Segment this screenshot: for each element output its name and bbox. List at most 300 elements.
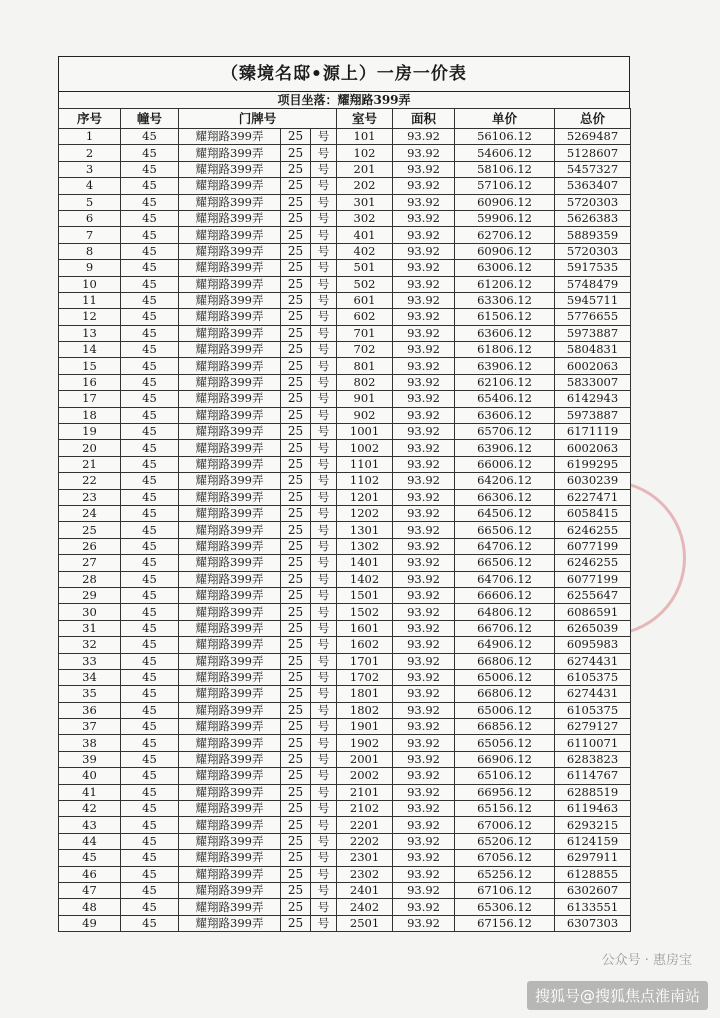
table-row — [59, 325, 631, 341]
cell-total-price: 5748479 — [555, 276, 631, 292]
cell-area: 93.92 — [393, 178, 455, 194]
cell-hao: 号 — [311, 374, 337, 390]
cell-unit-price: 63906.12 — [455, 358, 555, 374]
cell-hao: 号 — [311, 882, 337, 898]
cell-building: 45 — [121, 637, 179, 653]
cell-room: 1701 — [337, 653, 393, 669]
cell-room: 901 — [337, 391, 393, 407]
cell-hao: 号 — [311, 801, 337, 817]
cell-building: 45 — [121, 555, 179, 571]
cell-seq: 14 — [59, 342, 121, 358]
cell-door-no: 25 — [281, 276, 311, 292]
cell-unit-price: 57106.12 — [455, 178, 555, 194]
cell-unit-price: 61506.12 — [455, 309, 555, 325]
cell-total-price: 6119463 — [555, 801, 631, 817]
cell-total-price: 5720303 — [555, 243, 631, 259]
cell-hao: 号 — [311, 653, 337, 669]
cell-room: 301 — [337, 194, 393, 210]
table-row — [59, 424, 631, 440]
cell-road: 耀翔路399弄 — [179, 801, 281, 817]
cell-hao: 号 — [311, 571, 337, 587]
cell-building: 45 — [121, 686, 179, 702]
cell-area: 93.92 — [393, 620, 455, 636]
cell-unit-price: 66506.12 — [455, 555, 555, 571]
cell-total-price: 5917535 — [555, 260, 631, 276]
price-table — [58, 108, 631, 932]
cell-area: 93.92 — [393, 489, 455, 505]
cell-door-no: 25 — [281, 129, 311, 145]
cell-road: 耀翔路399弄 — [179, 292, 281, 308]
cell-seq: 27 — [59, 555, 121, 571]
cell-road: 耀翔路399弄 — [179, 620, 281, 636]
cell-area: 93.92 — [393, 145, 455, 161]
cell-road: 耀翔路399弄 — [179, 915, 281, 931]
cell-unit-price: 66806.12 — [455, 653, 555, 669]
cell-total-price: 6058415 — [555, 505, 631, 521]
cell-road: 耀翔路399弄 — [179, 571, 281, 587]
cell-room: 1901 — [337, 719, 393, 735]
table-row — [59, 309, 631, 325]
cell-area: 93.92 — [393, 227, 455, 243]
cell-total-price: 5945711 — [555, 292, 631, 308]
cell-unit-price: 66956.12 — [455, 784, 555, 800]
cell-total-price: 6171119 — [555, 424, 631, 440]
cell-area: 93.92 — [393, 276, 455, 292]
cell-seq: 21 — [59, 456, 121, 472]
cell-area: 93.92 — [393, 440, 455, 456]
cell-unit-price: 65406.12 — [455, 391, 555, 407]
cell-seq: 41 — [59, 784, 121, 800]
cell-seq: 19 — [59, 424, 121, 440]
cell-seq: 34 — [59, 669, 121, 685]
cell-total-price: 6307303 — [555, 915, 631, 931]
cell-seq: 48 — [59, 899, 121, 915]
cell-road: 耀翔路399弄 — [179, 604, 281, 620]
cell-seq: 47 — [59, 882, 121, 898]
cell-road: 耀翔路399弄 — [179, 899, 281, 915]
cell-building: 45 — [121, 751, 179, 767]
cell-hao: 号 — [311, 194, 337, 210]
cell-unit-price: 63606.12 — [455, 407, 555, 423]
cell-total-price: 5889359 — [555, 227, 631, 243]
cell-area: 93.92 — [393, 768, 455, 784]
cell-room: 502 — [337, 276, 393, 292]
cell-building: 45 — [121, 194, 179, 210]
header-building: 幢号 — [121, 109, 179, 129]
cell-door-no: 25 — [281, 227, 311, 243]
cell-hao: 号 — [311, 866, 337, 882]
cell-building: 45 — [121, 309, 179, 325]
cell-unit-price: 66806.12 — [455, 686, 555, 702]
cell-unit-price: 64906.12 — [455, 637, 555, 653]
cell-hao: 号 — [311, 407, 337, 423]
table-row — [59, 391, 631, 407]
cell-door-no: 25 — [281, 456, 311, 472]
cell-total-price: 6297911 — [555, 850, 631, 866]
cell-area: 93.92 — [393, 407, 455, 423]
cell-door-no: 25 — [281, 358, 311, 374]
cell-road: 耀翔路399弄 — [179, 194, 281, 210]
cell-seq: 12 — [59, 309, 121, 325]
cell-hao: 号 — [311, 456, 337, 472]
cell-building: 45 — [121, 833, 179, 849]
cell-seq: 16 — [59, 374, 121, 390]
cell-area: 93.92 — [393, 915, 455, 931]
cell-door-no: 25 — [281, 145, 311, 161]
cell-area: 93.92 — [393, 882, 455, 898]
cell-area: 93.92 — [393, 719, 455, 735]
cell-road: 耀翔路399弄 — [179, 325, 281, 341]
cell-unit-price: 65056.12 — [455, 735, 555, 751]
header-seq: 序号 — [59, 109, 121, 129]
cell-unit-price: 65206.12 — [455, 833, 555, 849]
cell-room: 1702 — [337, 669, 393, 685]
cell-door-no: 25 — [281, 522, 311, 538]
cell-road: 耀翔路399弄 — [179, 473, 281, 489]
cell-area: 93.92 — [393, 637, 455, 653]
cell-room: 702 — [337, 342, 393, 358]
cell-building: 45 — [121, 522, 179, 538]
cell-area: 93.92 — [393, 833, 455, 849]
cell-door-no: 25 — [281, 866, 311, 882]
cell-room: 101 — [337, 129, 393, 145]
cell-room: 1801 — [337, 686, 393, 702]
cell-area: 93.92 — [393, 473, 455, 489]
cell-total-price: 6246255 — [555, 522, 631, 538]
cell-hao: 号 — [311, 178, 337, 194]
cell-door-no: 25 — [281, 587, 311, 603]
cell-area: 93.92 — [393, 702, 455, 718]
cell-door-no: 25 — [281, 768, 311, 784]
cell-road: 耀翔路399弄 — [179, 522, 281, 538]
cell-unit-price: 61206.12 — [455, 276, 555, 292]
cell-building: 45 — [121, 374, 179, 390]
cell-hao: 号 — [311, 358, 337, 374]
cell-seq: 11 — [59, 292, 121, 308]
cell-seq: 15 — [59, 358, 121, 374]
cell-total-price: 6030239 — [555, 473, 631, 489]
cell-unit-price: 62706.12 — [455, 227, 555, 243]
cell-total-price: 6105375 — [555, 702, 631, 718]
cell-hao: 号 — [311, 505, 337, 521]
cell-area: 93.92 — [393, 505, 455, 521]
cell-total-price: 6128855 — [555, 866, 631, 882]
cell-building: 45 — [121, 407, 179, 423]
cell-room: 2401 — [337, 882, 393, 898]
cell-room: 1201 — [337, 489, 393, 505]
table-row — [59, 129, 631, 145]
cell-area: 93.92 — [393, 292, 455, 308]
cell-door-no: 25 — [281, 489, 311, 505]
cell-door-no: 25 — [281, 505, 311, 521]
cell-unit-price: 54606.12 — [455, 145, 555, 161]
cell-door-no: 25 — [281, 850, 311, 866]
table-row — [59, 456, 631, 472]
cell-seq: 38 — [59, 735, 121, 751]
cell-unit-price: 66506.12 — [455, 522, 555, 538]
cell-total-price: 6077199 — [555, 538, 631, 554]
cell-room: 1202 — [337, 505, 393, 521]
cell-total-price: 5804831 — [555, 342, 631, 358]
cell-road: 耀翔路399弄 — [179, 505, 281, 521]
cell-road: 耀翔路399弄 — [179, 735, 281, 751]
table-row — [59, 637, 631, 653]
table-row — [59, 210, 631, 226]
table-row — [59, 538, 631, 554]
cell-room: 902 — [337, 407, 393, 423]
cell-room: 1101 — [337, 456, 393, 472]
table-row — [59, 407, 631, 423]
cell-seq: 22 — [59, 473, 121, 489]
cell-total-price: 6227471 — [555, 489, 631, 505]
cell-door-no: 25 — [281, 784, 311, 800]
table-row — [59, 571, 631, 587]
cell-road: 耀翔路399弄 — [179, 882, 281, 898]
cell-area: 93.92 — [393, 260, 455, 276]
cell-area: 93.92 — [393, 342, 455, 358]
cell-seq: 7 — [59, 227, 121, 243]
cell-hao: 号 — [311, 210, 337, 226]
cell-unit-price: 65106.12 — [455, 768, 555, 784]
cell-room: 2002 — [337, 768, 393, 784]
cell-seq: 32 — [59, 637, 121, 653]
cell-hao: 号 — [311, 424, 337, 440]
cell-unit-price: 67156.12 — [455, 915, 555, 931]
cell-unit-price: 62106.12 — [455, 374, 555, 390]
cell-room: 2102 — [337, 801, 393, 817]
cell-road: 耀翔路399弄 — [179, 686, 281, 702]
cell-hao: 号 — [311, 669, 337, 685]
header-unit-price: 单价 — [455, 109, 555, 129]
cell-room: 1501 — [337, 587, 393, 603]
cell-seq: 36 — [59, 702, 121, 718]
cell-area: 93.92 — [393, 243, 455, 259]
cell-building: 45 — [121, 899, 179, 915]
table-row — [59, 850, 631, 866]
cell-building: 45 — [121, 178, 179, 194]
cell-hao: 号 — [311, 391, 337, 407]
table-row — [59, 719, 631, 735]
cell-door-no: 25 — [281, 686, 311, 702]
cell-road: 耀翔路399弄 — [179, 358, 281, 374]
table-row — [59, 161, 631, 177]
cell-area: 93.92 — [393, 374, 455, 390]
cell-area: 93.92 — [393, 686, 455, 702]
project-location: 项目坐落：耀翔路399弄 — [58, 91, 630, 108]
cell-unit-price: 64706.12 — [455, 538, 555, 554]
cell-area: 93.92 — [393, 424, 455, 440]
cell-road: 耀翔路399弄 — [179, 587, 281, 603]
table-row — [59, 358, 631, 374]
cell-door-no: 25 — [281, 260, 311, 276]
cell-area: 93.92 — [393, 309, 455, 325]
cell-room: 1002 — [337, 440, 393, 456]
cell-unit-price: 60906.12 — [455, 243, 555, 259]
cell-total-price: 6293215 — [555, 817, 631, 833]
cell-door-no: 25 — [281, 833, 311, 849]
cell-unit-price: 67106.12 — [455, 882, 555, 898]
cell-area: 93.92 — [393, 653, 455, 669]
cell-unit-price: 66856.12 — [455, 719, 555, 735]
cell-area: 93.92 — [393, 555, 455, 571]
cell-total-price: 6274431 — [555, 686, 631, 702]
cell-seq: 45 — [59, 850, 121, 866]
cell-building: 45 — [121, 604, 179, 620]
cell-total-price: 6114767 — [555, 768, 631, 784]
cell-road: 耀翔路399弄 — [179, 456, 281, 472]
cell-total-price: 6302607 — [555, 882, 631, 898]
cell-total-price: 6002063 — [555, 440, 631, 456]
cell-area: 93.92 — [393, 161, 455, 177]
table-row — [59, 669, 631, 685]
cell-total-price: 6265039 — [555, 620, 631, 636]
table-row — [59, 751, 631, 767]
cell-total-price: 6105375 — [555, 669, 631, 685]
sohu-watermark: 搜狐号@搜狐焦点淮南站 — [527, 981, 708, 1010]
cell-building: 45 — [121, 735, 179, 751]
cell-unit-price: 66006.12 — [455, 456, 555, 472]
cell-door-no: 25 — [281, 473, 311, 489]
cell-building: 45 — [121, 587, 179, 603]
cell-building: 45 — [121, 571, 179, 587]
cell-room: 2101 — [337, 784, 393, 800]
cell-road: 耀翔路399弄 — [179, 817, 281, 833]
cell-unit-price: 66306.12 — [455, 489, 555, 505]
cell-seq: 40 — [59, 768, 121, 784]
cell-area: 93.92 — [393, 522, 455, 538]
cell-door-no: 25 — [281, 620, 311, 636]
cell-total-price: 6142943 — [555, 391, 631, 407]
table-row — [59, 833, 631, 849]
cell-seq: 5 — [59, 194, 121, 210]
cell-door-no: 25 — [281, 391, 311, 407]
table-row — [59, 473, 631, 489]
cell-road: 耀翔路399弄 — [179, 440, 281, 456]
cell-door-no: 25 — [281, 194, 311, 210]
cell-area: 93.92 — [393, 784, 455, 800]
cell-door-no: 25 — [281, 342, 311, 358]
cell-road: 耀翔路399弄 — [179, 538, 281, 554]
table-row — [59, 276, 631, 292]
table-row — [59, 522, 631, 538]
cell-total-price: 6199295 — [555, 456, 631, 472]
table-row — [59, 292, 631, 308]
table-row — [59, 702, 631, 718]
cell-road: 耀翔路399弄 — [179, 129, 281, 145]
cell-unit-price: 59906.12 — [455, 210, 555, 226]
cell-seq: 39 — [59, 751, 121, 767]
cell-road: 耀翔路399弄 — [179, 702, 281, 718]
cell-road: 耀翔路399弄 — [179, 866, 281, 882]
table-row — [59, 784, 631, 800]
cell-road: 耀翔路399弄 — [179, 342, 281, 358]
cell-seq: 8 — [59, 243, 121, 259]
cell-hao: 号 — [311, 751, 337, 767]
cell-hao: 号 — [311, 587, 337, 603]
cell-total-price: 6279127 — [555, 719, 631, 735]
cell-road: 耀翔路399弄 — [179, 768, 281, 784]
cell-building: 45 — [121, 473, 179, 489]
cell-room: 1402 — [337, 571, 393, 587]
cell-door-no: 25 — [281, 161, 311, 177]
cell-unit-price: 58106.12 — [455, 161, 555, 177]
cell-door-no: 25 — [281, 719, 311, 735]
cell-room: 1401 — [337, 555, 393, 571]
cell-unit-price: 66706.12 — [455, 620, 555, 636]
cell-door-no: 25 — [281, 440, 311, 456]
cell-seq: 26 — [59, 538, 121, 554]
cell-area: 93.92 — [393, 587, 455, 603]
cell-building: 45 — [121, 817, 179, 833]
cell-total-price: 5973887 — [555, 407, 631, 423]
cell-seq: 18 — [59, 407, 121, 423]
cell-seq: 24 — [59, 505, 121, 521]
cell-building: 45 — [121, 227, 179, 243]
cell-road: 耀翔路399弄 — [179, 489, 281, 505]
cell-hao: 号 — [311, 850, 337, 866]
table-row — [59, 882, 631, 898]
table-row — [59, 243, 631, 259]
cell-road: 耀翔路399弄 — [179, 719, 281, 735]
cell-seq: 33 — [59, 653, 121, 669]
cell-road: 耀翔路399弄 — [179, 424, 281, 440]
cell-seq: 31 — [59, 620, 121, 636]
header-area: 面积 — [393, 109, 455, 129]
cell-area: 93.92 — [393, 850, 455, 866]
cell-total-price: 6002063 — [555, 358, 631, 374]
cell-unit-price: 67056.12 — [455, 850, 555, 866]
cell-seq: 4 — [59, 178, 121, 194]
header-total-price: 总价 — [555, 109, 631, 129]
cell-hao: 号 — [311, 260, 337, 276]
cell-road: 耀翔路399弄 — [179, 784, 281, 800]
cell-road: 耀翔路399弄 — [179, 637, 281, 653]
cell-room: 1601 — [337, 620, 393, 636]
cell-door-no: 25 — [281, 374, 311, 390]
cell-total-price: 6274431 — [555, 653, 631, 669]
cell-road: 耀翔路399弄 — [179, 161, 281, 177]
cell-seq: 35 — [59, 686, 121, 702]
cell-room: 1602 — [337, 637, 393, 653]
cell-seq: 49 — [59, 915, 121, 931]
cell-door-no: 25 — [281, 555, 311, 571]
cell-hao: 号 — [311, 440, 337, 456]
price-list-sheet — [58, 56, 630, 932]
cell-door-no: 25 — [281, 325, 311, 341]
table-row — [59, 735, 631, 751]
cell-door-no: 25 — [281, 882, 311, 898]
cell-total-price: 5776655 — [555, 309, 631, 325]
cell-building: 45 — [121, 145, 179, 161]
cell-area: 93.92 — [393, 604, 455, 620]
cell-room: 1301 — [337, 522, 393, 538]
cell-seq: 43 — [59, 817, 121, 833]
cell-door-no: 25 — [281, 817, 311, 833]
cell-hao: 号 — [311, 817, 337, 833]
cell-area: 93.92 — [393, 456, 455, 472]
cell-building: 45 — [121, 505, 179, 521]
cell-building: 45 — [121, 653, 179, 669]
table-row — [59, 194, 631, 210]
cell-building: 45 — [121, 538, 179, 554]
cell-unit-price: 66606.12 — [455, 587, 555, 603]
cell-road: 耀翔路399弄 — [179, 309, 281, 325]
cell-room: 102 — [337, 145, 393, 161]
cell-room: 1502 — [337, 604, 393, 620]
cell-total-price: 6077199 — [555, 571, 631, 587]
cell-area: 93.92 — [393, 866, 455, 882]
table-row — [59, 505, 631, 521]
